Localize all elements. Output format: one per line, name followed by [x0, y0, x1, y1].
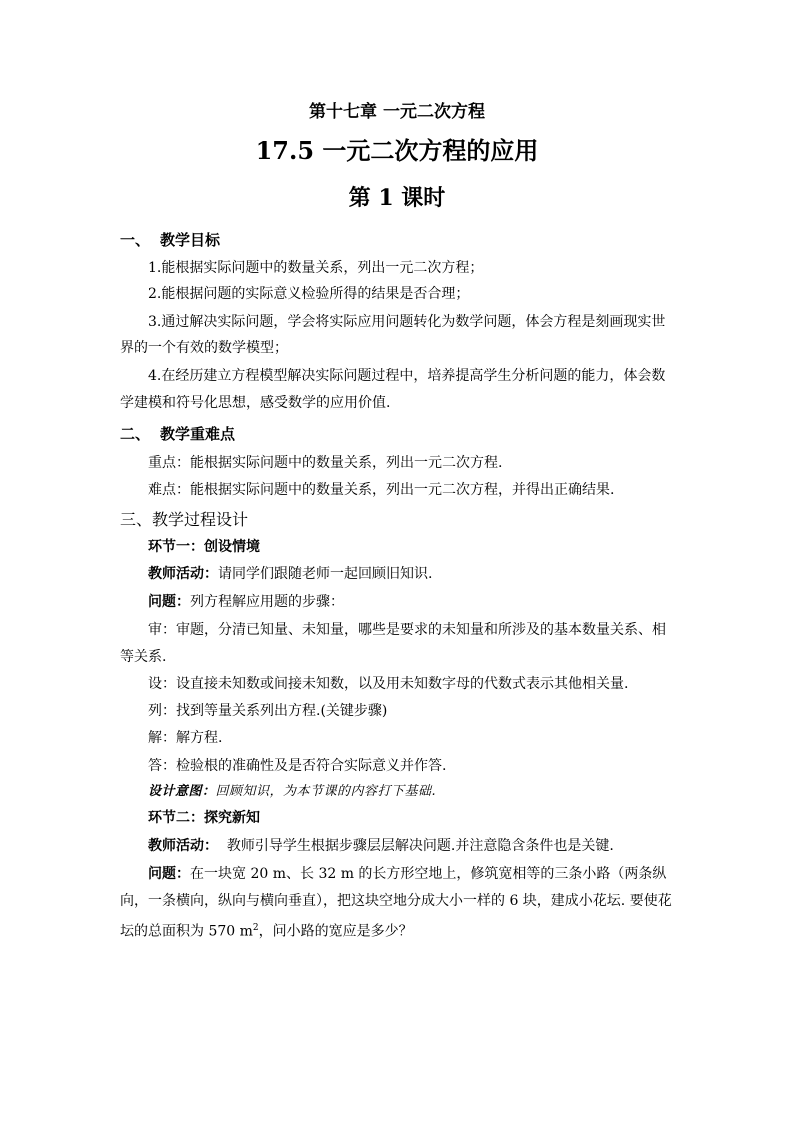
objective-item-continued: 学建模和符号化思想，感受数学的应用价值. [120, 395, 391, 411]
label: 问题： [148, 594, 190, 610]
objective-item-continued: 界的一个有效的数学模型； [120, 340, 288, 356]
text: 请同学们跟随老师一起回顾旧知识. [218, 566, 433, 582]
label: 教师活动： [148, 838, 218, 854]
teacher-activity-2 [148, 836, 614, 856]
text: 坛的总面积为 570 m [120, 923, 253, 940]
superscript: 2 [252, 923, 259, 933]
text: 列方程解应用题的步骤： [190, 594, 344, 610]
text: 教师引导学生根据步骤层层解决问题.并注意隐含条件也是关键. [218, 838, 614, 854]
section-heading-key-points [120, 423, 235, 444]
lesson-title: 第 1 课时 [348, 185, 446, 211]
step-shen: 审：审题，分清已知量、未知量，哪些是要求的未知量和所涉及的基本数量关系、相 [148, 622, 666, 638]
section-title: 17.5 一元二次方程的应用 [255, 136, 539, 165]
section-heading-process: 三、教学过程设计 [120, 510, 249, 529]
design-intent [148, 782, 436, 802]
text: 回顾知识，为本节课的内容打下基础. [215, 784, 437, 799]
difficult-point: 难点：能根据实际问题中的数量关系，列出一元二次方程，并得出正确结果. [148, 482, 615, 498]
step-da: 答：检验根的准确性及是否符合实际意义并作答. [148, 758, 447, 774]
step-jie: 解：解方程. [148, 730, 223, 746]
question-1 [148, 592, 344, 612]
link-two-heading: 环节二：探究新知 [148, 810, 260, 826]
teacher-activity-1 [148, 564, 432, 584]
objective-item: 1.能根据实际问题中的数量关系，列出一元二次方程； [148, 260, 484, 276]
step-lie: 列：找到等量关系列出方程.(关键步骤) [148, 703, 388, 719]
objective-item: 4.在经历建立方程模型解决实际问题过程中，培养提高学生分析问题的能力，体会数 [148, 368, 666, 384]
section-heading-text: 教学目标 [160, 231, 221, 249]
section-number: 二、 [120, 425, 151, 443]
step-shen-continued: 等关系. [120, 649, 167, 665]
section-heading-objectives [120, 229, 220, 250]
link-one-heading: 环节一：创设情境 [148, 539, 260, 555]
section-number: 一、 [120, 231, 151, 249]
question-2 [148, 864, 666, 884]
text: 在一块宽 20 m、长 32 m 的长方形空地上，修筑宽相等的三条小路（两条纵 [190, 866, 667, 882]
question-2-continued: 向，一条横向，纵向与横向垂直），把这块空地分成大小一样的 6 块，建成小花坛. 要使花 [120, 893, 672, 909]
step-she: 设：设直接未知数或间接未知数，以及用未知数字母的代数式表示其他相关量. [148, 676, 629, 692]
label: 问题： [148, 866, 190, 882]
key-point: 重点：能根据实际问题中的数量关系，列出一元二次方程. [148, 455, 503, 471]
label: 设计意图： [148, 784, 216, 799]
chapter-title: 第十七章 一元二次方程 [309, 102, 485, 122]
objective-item: 2.能根据问题的实际意义检验所得的结果是否合理； [148, 286, 470, 302]
section-heading-text: 教学重难点 [160, 425, 236, 443]
label: 教师活动： [148, 566, 218, 582]
objective-item: 3.通过解决实际问题，学会将实际应用问题转化为数学问题，体会方程是刻画现实世 [148, 314, 666, 330]
text: ，问小路的宽应是多少？ [258, 923, 413, 940]
question-2-continued [120, 918, 413, 942]
